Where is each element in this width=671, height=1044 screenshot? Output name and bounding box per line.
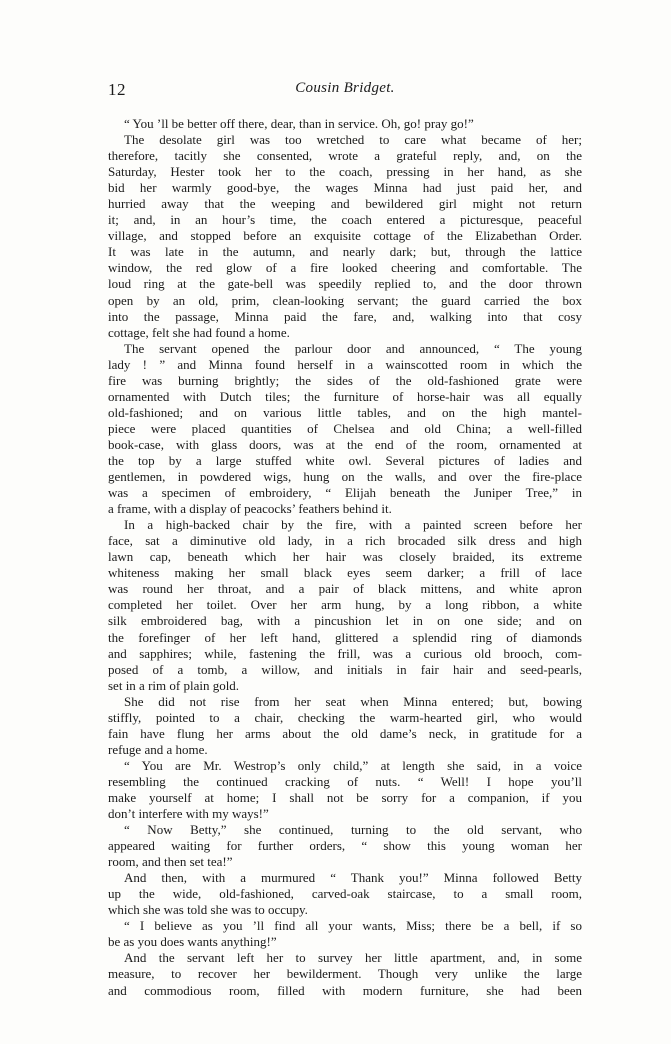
text-line: was a specimen of embroidery, “ Elijah beneath the Juniper Tree,” in — [108, 485, 582, 501]
text-line: In a high-backed chair by the fire, with a painted screen before her — [124, 517, 582, 533]
text-line: window, the red glow of a fire looked cheering and comfortable. The — [108, 260, 582, 276]
text-line: it; and, in an hour’s time, the coach entered a picturesque, peaceful — [108, 212, 582, 228]
text-line: She did not rise from her seat when Minna entered; but, bowing — [124, 693, 582, 709]
text-line: open by an old, prim, clean-looking servant; the guard carried the box — [108, 292, 582, 308]
text-line: refuge and a home. — [108, 741, 208, 757]
text-line: into the passage, Minna paid the fare, and, walking into that cosy — [108, 308, 582, 324]
text-line: was round her throat, and a pair of black mittens, and white apron — [108, 581, 582, 597]
text-line: stiffly, pointed to a chair, checking the warm-hearted girl, who would — [108, 709, 582, 725]
running-head — [108, 80, 582, 102]
text-line: lady ! ” and Minna found herself in a wainscotted room in which the — [108, 356, 582, 372]
text-line: and commodious room, filled with modern furniture, she had been — [108, 982, 582, 998]
text-line: The desolate girl was too wretched to care what became of her; — [124, 132, 582, 148]
text-line: therefore, tacitly she consented, wrote a grateful reply, and, on the — [108, 148, 582, 164]
text-line: silk embroidered bag, with a pincushion let in on one side; and on — [108, 613, 582, 629]
text-line: The servant opened the parlour door and announced, “ The young — [124, 340, 582, 356]
text-line: measure, to recover her bewilderment. Though very unlike the large — [108, 966, 582, 982]
text-line: posed of a tomb, a willow, and initials in fair hair and seed-pearls, — [108, 661, 582, 677]
text-line: don’t interfere with my ways!” — [108, 806, 269, 822]
text-line: ornamented with Dutch tiles; the furniture of horse-hair was all equally — [108, 388, 582, 404]
text-line: up the wide, old-fashioned, carved-oak staircase, to a small room, — [108, 886, 582, 902]
page-number: 12 — [108, 80, 126, 99]
text-line: “ I believe as you ’ll find all your wants, Miss; there be a bell, if so — [124, 918, 582, 934]
text-line: which she was told she was to occupy. — [108, 902, 308, 918]
text-line: Saturday, Hester took her to the coach, pressing in her hand, as she — [108, 164, 582, 180]
text-line: appeared waiting for further orders, “ show this young woman her — [108, 838, 582, 854]
text-line: It was late in the autumn, and nearly dark; but, through the lattice — [108, 244, 582, 260]
text-line: the forefinger of her left hand, glittered a splendid ring of diamonds — [108, 629, 582, 645]
text-line: a frame, with a display of peacocks’ feathers behind it. — [108, 501, 392, 517]
text-line: bid her warmly good-bye, the wages Minna had just paid her, and — [108, 180, 582, 196]
text-line: fire was burning brightly; the sides of the old-fashioned grate were — [108, 372, 582, 388]
text-line: village, and stopped before an exquisite cottage of the Elizabethan Order. — [108, 228, 582, 244]
text-line: loud ring at the gate-bell was speedily replied to, and the door thrown — [108, 276, 582, 292]
text-line: cottage, felt she had found a home. — [108, 324, 290, 340]
text-line: set in a rim of plain gold. — [108, 677, 240, 693]
text-line: And the servant left her to survey her little apartment, and, in some — [124, 950, 582, 966]
text-line: fain have flung her arms about the old dame’s neck, in gratitude for a — [108, 725, 582, 741]
running-title: Cousin Bridget. — [295, 80, 395, 96]
text-line: lawn cap, beneath which her hair was closely braided, its extreme — [108, 549, 582, 565]
text-line: piece were placed quantities of Chelsea and old China; a well-filled — [108, 420, 582, 436]
text-line: room, and then set tea!” — [108, 854, 233, 870]
text-line: resembling the continued cracking of nuts. “ Well! I hope you’ll — [108, 773, 582, 789]
text-line: hurried away that the weeping and bewildered girl might not return — [108, 196, 582, 212]
text-line: gentlemen, in powdered wigs, hung on the walls, and over the fire-place — [108, 469, 582, 485]
text-line: whiteness making her small black eyes seem darker; a frill of lace — [108, 565, 582, 581]
text-line: And then, with a murmured “ Thank you!” Minna followed Betty — [124, 870, 582, 886]
text-line: “ You are Mr. Westrop’s only child,” at length she said, in a voice — [124, 757, 582, 773]
text-line: be as you does wants anything!” — [108, 934, 277, 950]
text-line: and sapphires; while, fastening the frill, was a curious old brooch, com- — [108, 645, 582, 661]
text-line: face, sat a diminutive old lady, in a rich brocaded silk dress and high — [108, 533, 582, 549]
text-line: old-fashioned; and on various little tables, and on the high mantel- — [108, 404, 582, 420]
text-line: “ Now Betty,” she continued, turning to the old servant, who — [124, 822, 582, 838]
text-line: the top by a large stuffed white owl. Several pictures of ladies and — [108, 452, 582, 468]
body-text — [108, 116, 582, 999]
text-line: book-case, with glass doors, was at the end of the room, ornamented at — [108, 436, 582, 452]
text-line: “ You ’ll be better off there, dear, than in service. Oh, go! pray go!” — [124, 116, 474, 131]
text-line: completed her toilet. Over her arm hung, by a long ribbon, a white — [108, 597, 582, 613]
text-line: make yourself at home; I shall not be sorry for a companion, if you — [108, 789, 582, 805]
